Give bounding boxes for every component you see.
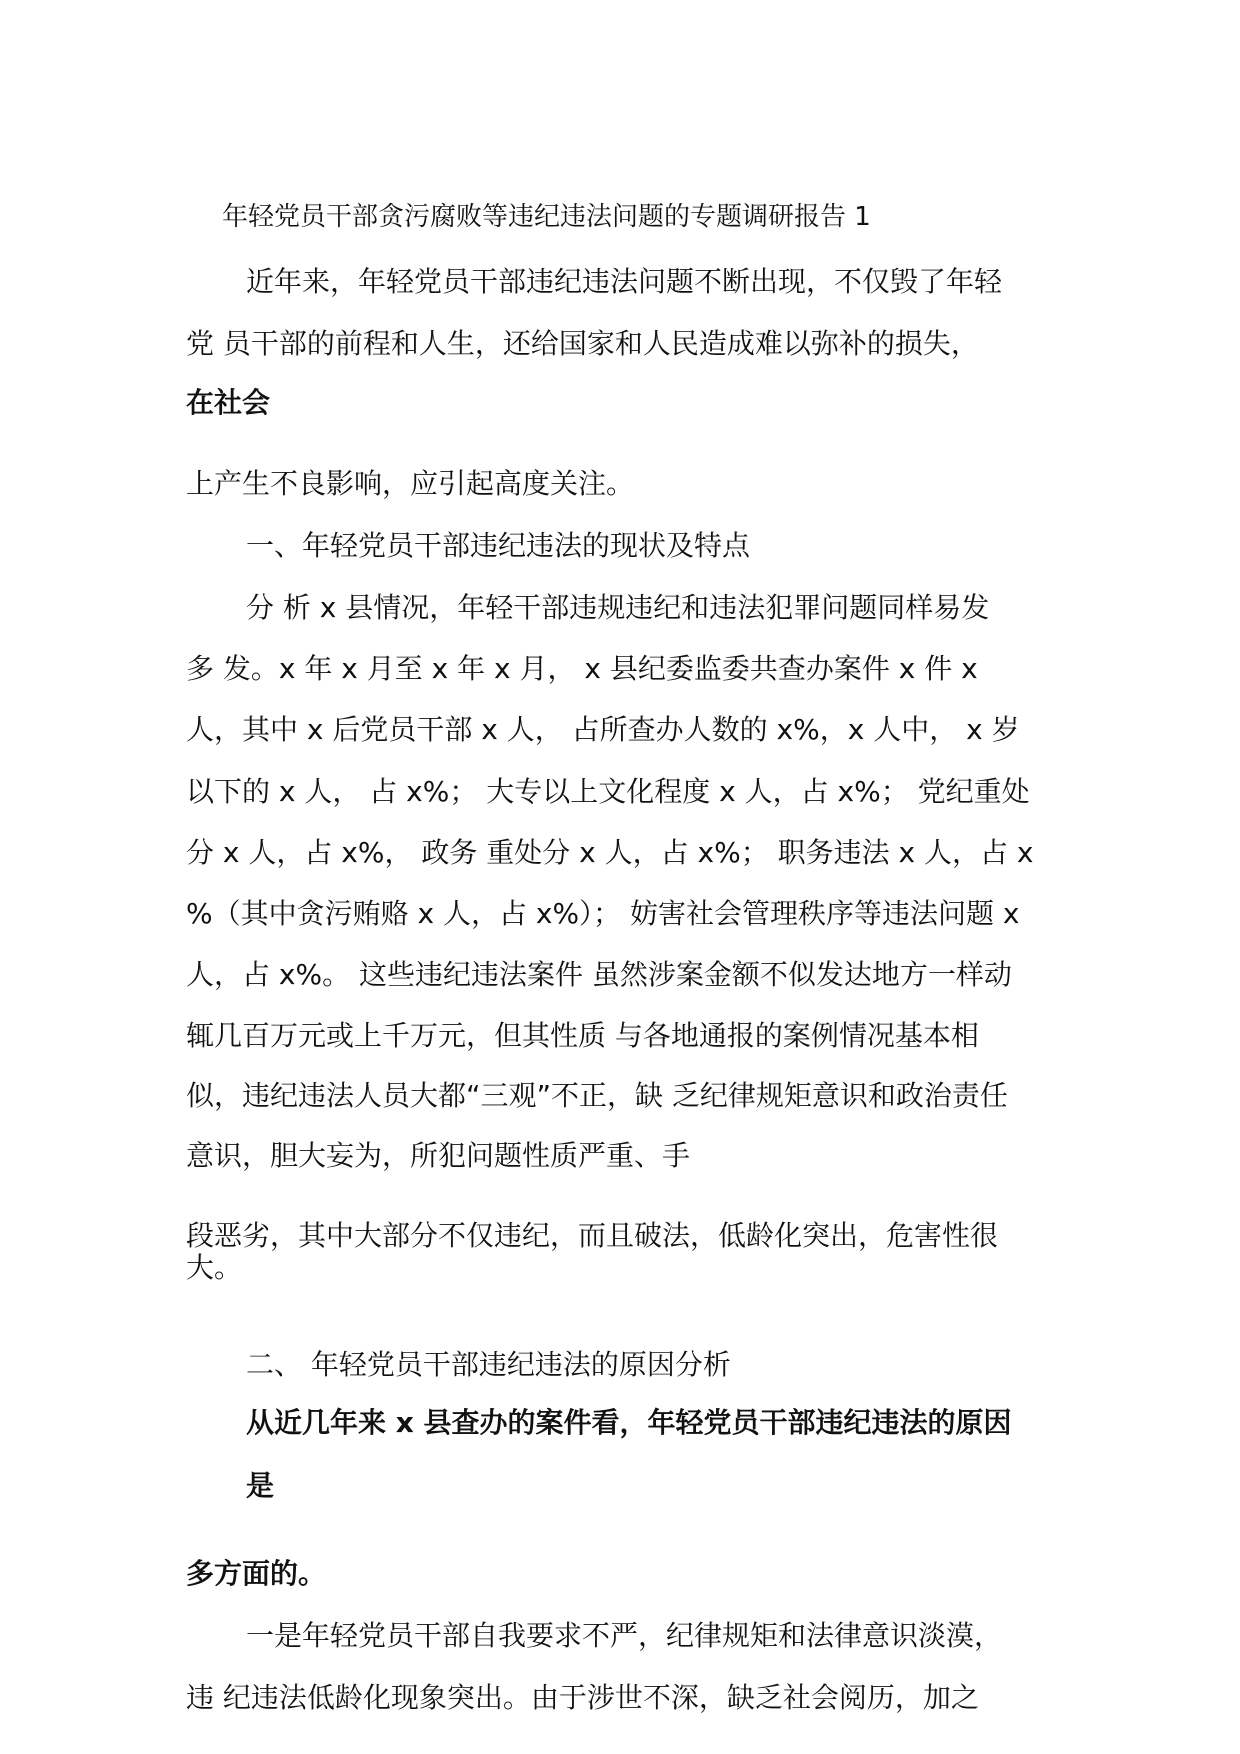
paragraph-line: 是: [246, 1469, 275, 1502]
paragraph-line: 以下的 x 人， 占 x%； 大专以上文化程度 x 人，占 x%； 党纪重处: [186, 775, 1030, 808]
paragraph-line: 上产生不良影响，应引起高度关注。: [186, 467, 635, 500]
paragraph-line: 分 析 x 县情况，年轻干部违规违纪和违法犯罪问题同样易发: [246, 591, 990, 624]
paragraph-line: 从近几年来 x 县查办的案件看，年轻党员干部违纪违法的原因: [246, 1406, 1012, 1439]
paragraph-line: 党 员干部的前程和人生，还给国家和人民造成难以弥补的损失，: [186, 327, 979, 360]
paragraph-line: 大。: [186, 1251, 243, 1284]
paragraph-line: 似，违纪违法人员大都“三观”不正，缺 乏纪律规矩意识和政治责任: [186, 1079, 1008, 1112]
paragraph-line: 段恶劣，其中大部分不仅违纪，而且破法，低龄化突出，危害性很: [186, 1219, 999, 1252]
section-heading: 二、 年轻党员干部违纪违法的原因分析: [246, 1348, 731, 1381]
section-heading: 一、年轻党员干部违纪违法的现状及特点: [246, 529, 751, 562]
paragraph-line: %（其中贪污贿赂 x 人，占 x%）； 妨害社会管理秩序等违法问题 x: [186, 897, 1020, 930]
paragraph-line: 一是年轻党员干部自我要求不严，纪律规矩和法律意识淡漠，: [246, 1619, 1003, 1652]
paragraph-line: 人，其中 x 后党员干部 x 人， 占所查办人数的 x%，x 人中， x 岁: [186, 713, 1020, 746]
paragraph-line: 近年来，年轻党员干部违纪违法问题不断出现，不仅毁了年轻: [246, 265, 1003, 298]
paragraph-line: 意识，胆大妄为，所犯问题性质严重、手: [186, 1139, 691, 1172]
paragraph-line: 分 x 人，占 x%， 政务 重处分 x 人，占 x%； 职务违法 x 人，占 x: [186, 836, 1034, 869]
paragraph-line: 多方面的。: [186, 1557, 327, 1590]
paragraph-line: 辄几百万元或上千万元，但其性质 与各地通报的案例情况基本相: [186, 1019, 979, 1052]
document-title: 年轻党员干部贪污腐败等违纪违法问题的专题调研报告 1: [222, 202, 871, 232]
paragraph-line: 在社会: [186, 386, 271, 419]
paragraph-line: 违 纪违法低龄化现象突出。由于涉世不深，缺乏社会阅历，加之: [186, 1681, 979, 1714]
paragraph-line: 多 发。x 年 x 月至 x 年 x 月， x 县纪委监委共查办案件 x 件 x: [186, 652, 978, 685]
paragraph-line: 人，占 x%。 这些违纪违法案件 虽然涉案金额不似发达地方一样动: [186, 958, 1012, 991]
